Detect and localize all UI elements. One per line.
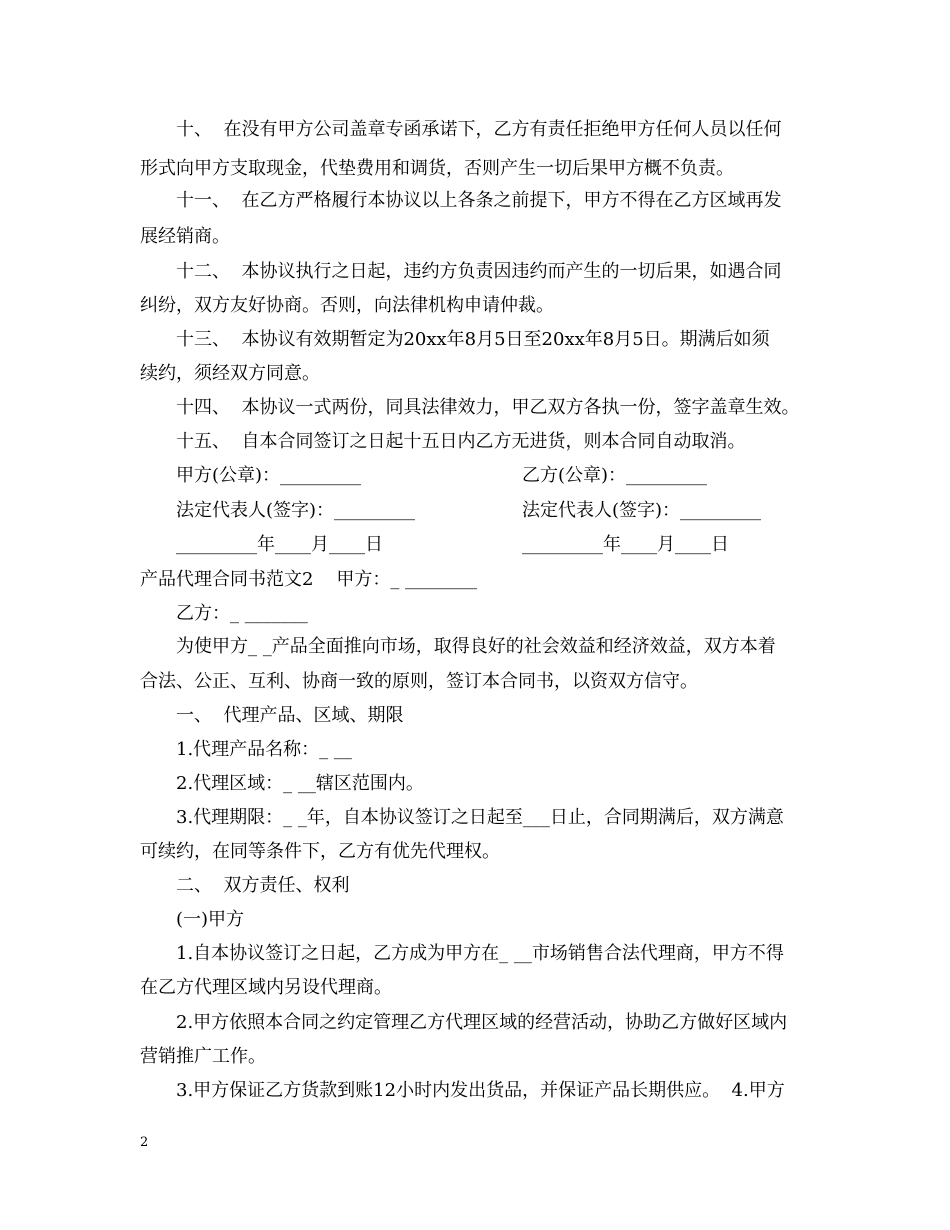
clause-13-line1: 十三、 本协议有效期暂定为20xx年8月5日至20xx年8月5日。期满后如须 [176,329,770,350]
item-1-2: 2.代理区域：_ __辖区范围内。 [176,773,424,794]
clause-11-line1: 十一、 在乙方严格履行本协议以上各条之前提下，甲方不得在乙方区域再发 [176,190,782,211]
item-2-2-line2: 营销推广工作。 [140,1046,266,1067]
party-b-line: 乙方：_ _______ [176,603,308,624]
party-a-representative: 法定代表人(签字)：_________ [176,500,416,521]
item-1-3-line2: 可续约，在同等条件下，乙方有优先代理权。 [140,841,500,862]
section-2-heading: 二、 双方责任、权利 [176,875,350,896]
subsection-party-a: (一)甲方 [176,909,245,930]
clause-12-line2: 纠纷，双方友好协商。否则，向法律机构申请仲裁。 [140,295,554,316]
party-b-seal: 乙方(公章)：_________ [522,465,708,486]
clause-10-line2: 形式向甲方支取现金，代垫费用和调货，否则产生一切后果甲方概不负责。 [140,158,734,179]
party-b-representative: 法定代表人(签字)：_________ [522,500,762,521]
item-2-2-line1: 2.甲方依照本合同之约定管理乙方代理区域的经营活动，协助乙方做好区域内 [176,1012,788,1033]
item-1-1: 1.代理产品名称：_ __ [176,739,352,760]
preamble-line1: 为使甲方_ _产品全面推向市场，取得良好的社会效益和经济效益，双方本着 [176,636,776,657]
clause-12-line1: 十二、 本协议执行之日起，违约方负责因违约而产生的一切后果，如遇合同 [176,261,782,282]
party-a-seal: 甲方(公章)：_________ [176,465,362,486]
page-number: 2 [140,1135,149,1150]
clause-13-line2: 续约，须经双方同意。 [140,363,320,384]
item-2-3: 3.甲方保证乙方货款到账12小时内发出货品，并保证产品长期供应。 4.甲方 [176,1080,785,1101]
clause-15: 十五、 自本合同签订之日起十五日内乙方无进货，则本合同自动取消。 [176,431,746,452]
item-2-1-line2: 在乙方代理区域内另设代理商。 [140,977,392,998]
clause-11-line2: 展经销商。 [140,226,230,247]
item-1-3-line1: 3.代理期限：_ _年，自本协议签订之日起至___日止，合同期满后，双方满意 [176,807,784,828]
party-b-date: _________年____月____日 [522,534,729,555]
preamble-line2: 合法、公正、互利、协商一致的原则，签订本合同书，以资双方信守。 [140,671,698,692]
party-a-date: _________年____月____日 [176,534,383,555]
item-2-1-line1: 1.自本协议签订之日起，乙方成为甲方在_ __市场销售合法代理商，甲方不得 [176,943,784,964]
sample-2-title: 产品代理合同书范文2 甲方：_ ________ [140,569,478,590]
clause-10-line1: 十、 在没有甲方公司盖章专函承诺下，乙方有责任拒绝甲方任何人员以任何 [176,119,782,140]
section-1-heading: 一、 代理产品、区域、期限 [176,705,404,726]
clause-14: 十四、 本协议一式两份，同具法律效力，甲乙双方各执一份，签字盖章生效。 [176,397,800,418]
